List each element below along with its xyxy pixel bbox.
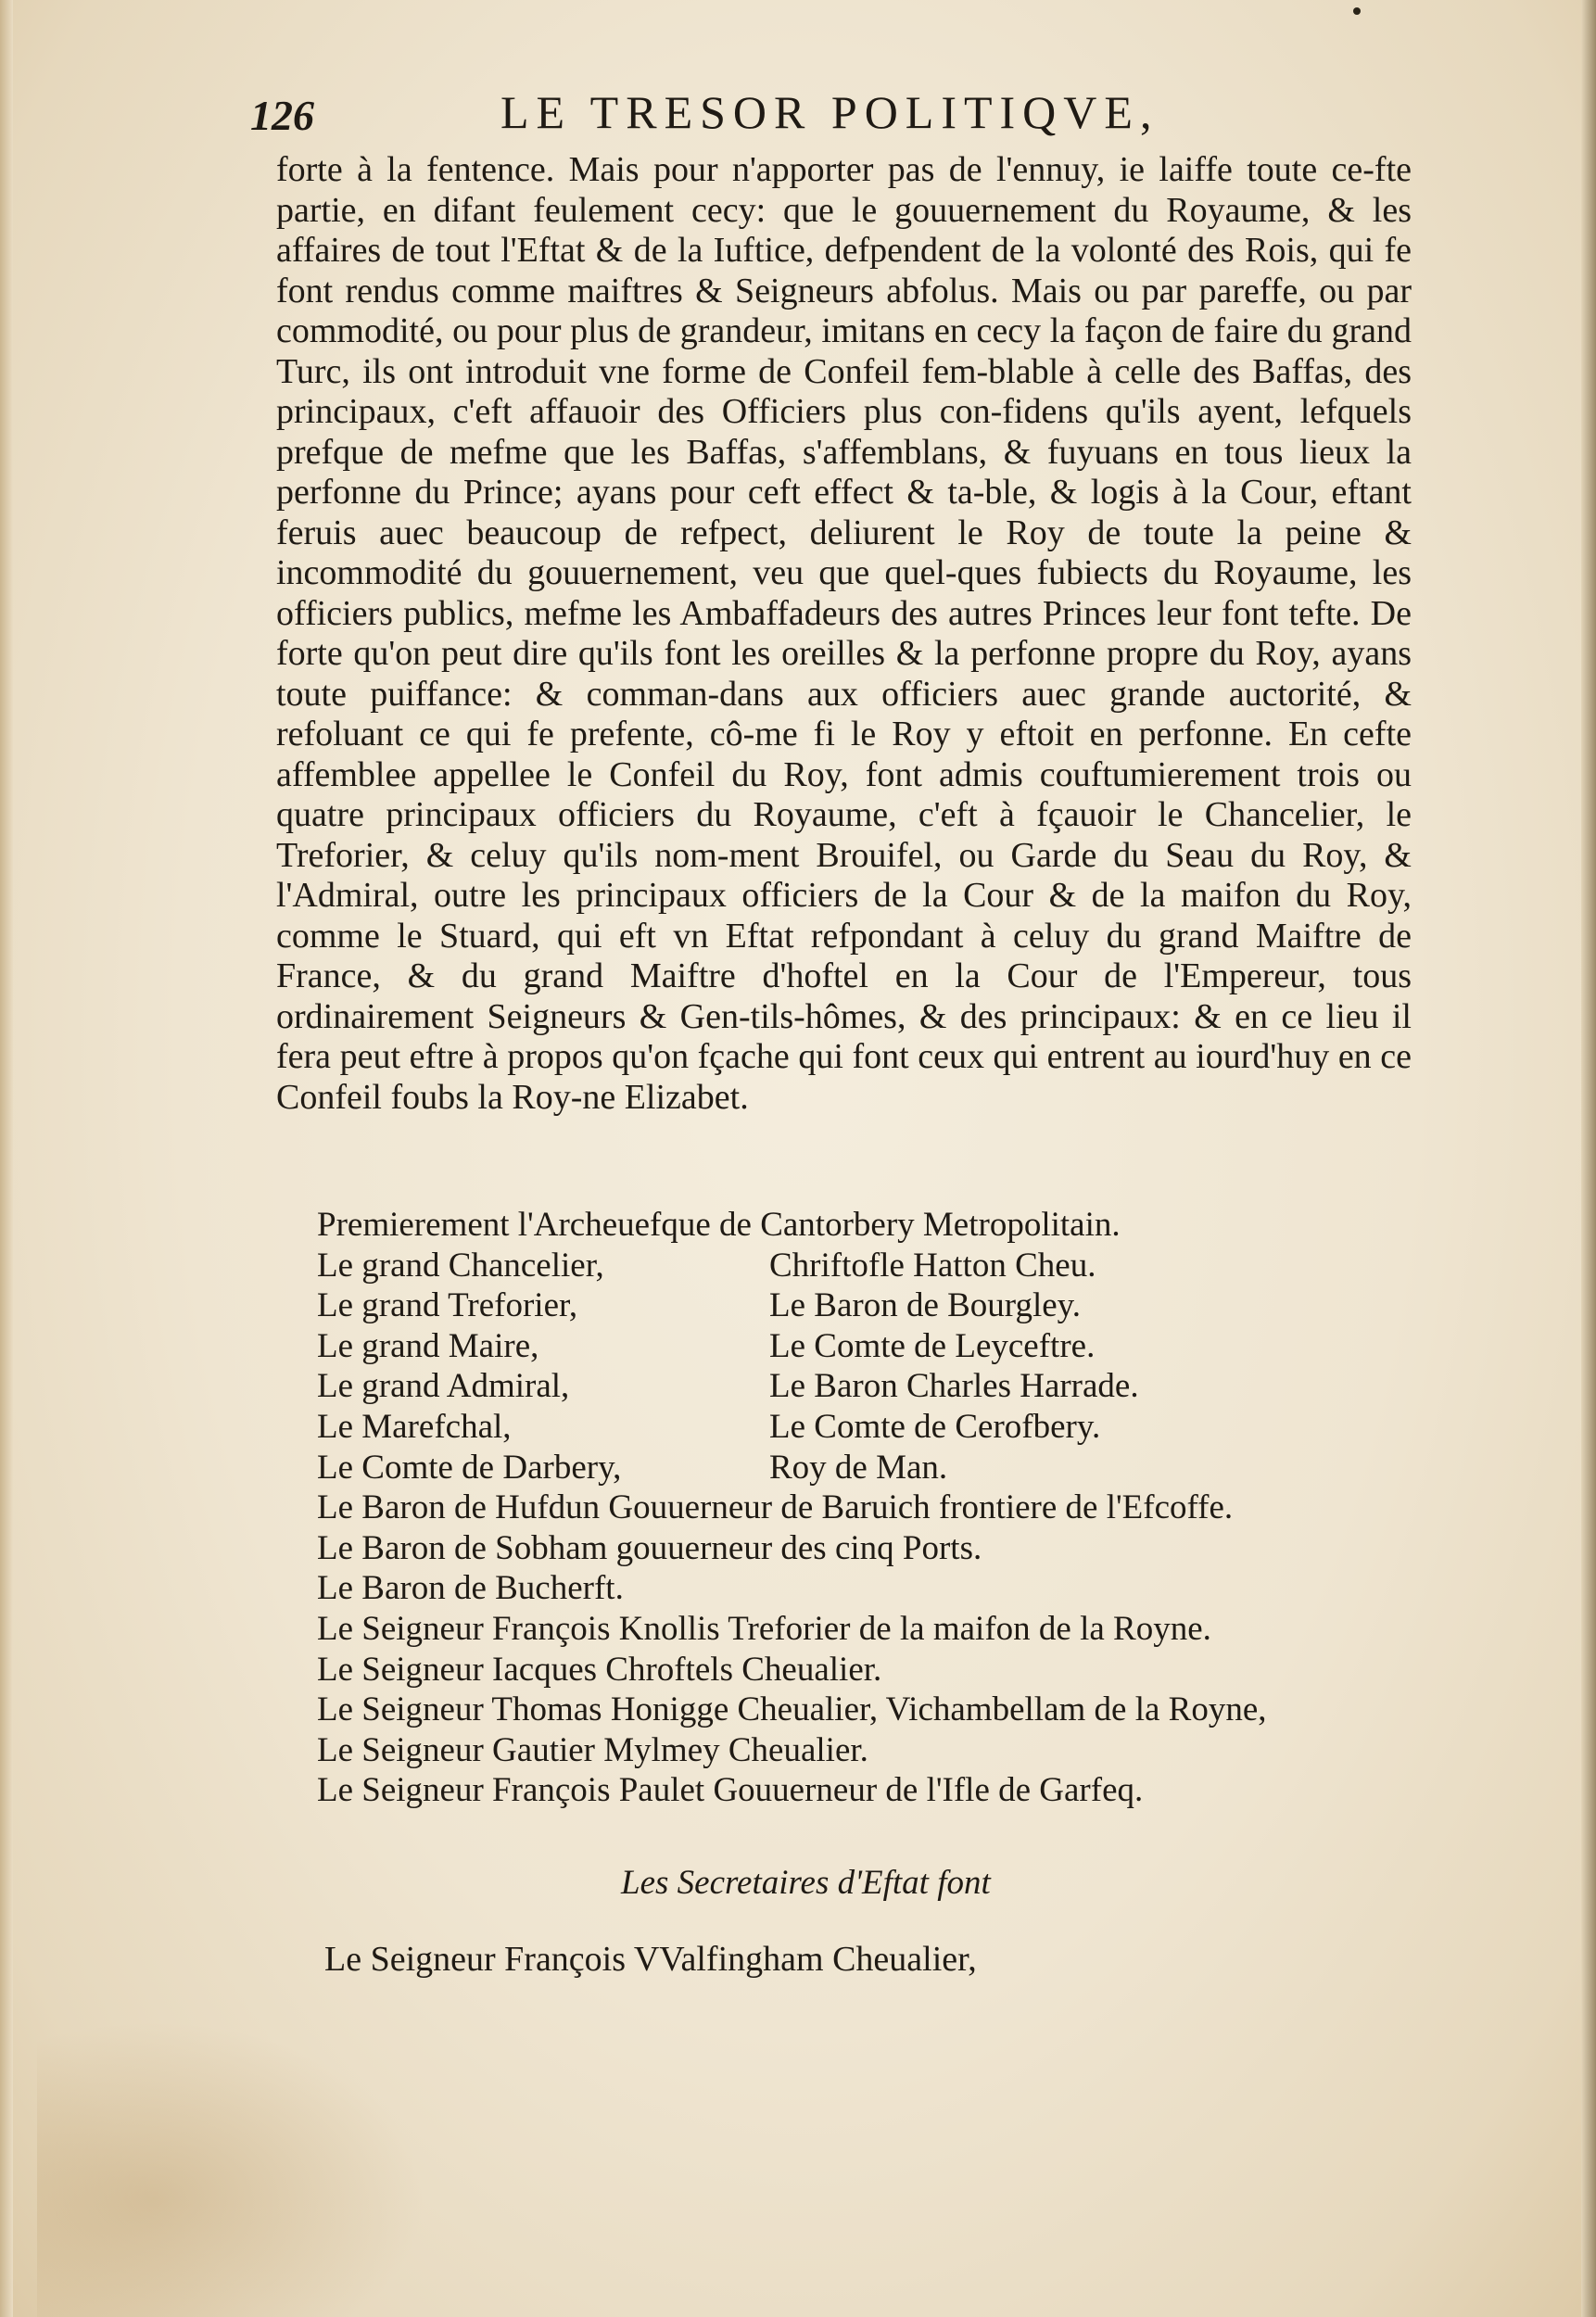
- office-title: Le grand Admiral,: [317, 1367, 570, 1406]
- office-row: [317, 1246, 1429, 1286]
- council-first-entry: Premierement l'Archeuefque de Cantorbery Metropolitain.: [317, 1206, 1121, 1244]
- council-member: Le Seigneur Iacques Chroftels Cheualier.: [317, 1650, 882, 1689]
- office-holder: Chriftofle Hatton Cheu.: [769, 1246, 1096, 1285]
- page-number: 126: [250, 92, 314, 139]
- council-member: Le Seigneur François Knollis Treforier de la maifon de la Royne.: [317, 1609, 1211, 1648]
- office-row: [317, 1448, 1429, 1488]
- office-title: Le Marefchal,: [317, 1407, 512, 1446]
- paper-stain: [37, 2020, 426, 2317]
- council-member: Le Baron de Hufdun Gouuerneur de Baruich frontiere de l'Efcoffe.: [317, 1488, 1234, 1527]
- page-right-edge: [1581, 0, 1596, 2317]
- office-row: [317, 1366, 1429, 1407]
- office-holder: Le Comte de Leyceftre.: [769, 1326, 1096, 1365]
- office-title: Le grand Chancelier,: [317, 1246, 604, 1285]
- office-row: [317, 1407, 1429, 1448]
- council-list: [317, 1205, 1429, 1811]
- office-holder: Le Comte de Cerofbery.: [769, 1407, 1101, 1446]
- page-left-edge: [0, 0, 13, 2317]
- office-holder: Le Baron de Bourgley.: [769, 1286, 1081, 1325]
- office-holder: Roy de Man.: [769, 1448, 948, 1487]
- council-member: Le Seigneur François Paulet Gouuerneur de l'Ifle de Garfeq.: [317, 1771, 1144, 1810]
- council-member: Le Seigneur Thomas Honigge Cheualier, Vichambellam de la Royne,: [317, 1690, 1267, 1729]
- council-member: Le Baron de Bucherft.: [317, 1569, 624, 1608]
- office-row: [317, 1285, 1429, 1326]
- council-member: Le Seigneur Gautier Mylmey Cheualier.: [317, 1730, 868, 1769]
- office-holder: Le Baron Charles Harrade.: [769, 1367, 1139, 1406]
- office-title: Le Comte de Darbery,: [317, 1448, 622, 1487]
- body-paragraph: forte à la fentence. Mais pour n'apporter pas de l'ennuy, ie laiffe toute ce-fte partie, en difant feulement cecy: que le gouuernement du Royaume, & les affaires de tout l'Eftat & de la Iuftice, defpendent de la volonté des Rois, qui fe font rendus comme maiftres & Seigneurs abfolus. Mais ou par pareffe, ou par commodité, ou pour plus de grandeur, imitans en cecy la façon de faire du grand Turc, ils ont introduit vne forme de Confeil fem-blable à celle des Baffas, des principaux, c'eft affauoir des Officiers plus con-fidens qu'ils ayent, lefquels prefque de mefme que les Baffas, s'affemblans, & fuyuans en tous lieux la perfonne du Prince; ayans pour ceft effect & ta-ble, & logis à la Cour, eftant feruis auec beaucoup de refpect, deliurent le Roy de toute la peine & incommodité du gouuernement, veu que quel-ques fubiects du Royaume, les officiers publics, mefme les Ambaffadeurs des autres Princes leur font tefte. De forte qu'on peut dire qu'ils font les oreilles & la perfonne propre du Roy, ayans toute puiffance: & comman-dans aux officiers auec grande auctorité, & refoluant ce qui fe prefente, cô-me fi le Roy y eftoit en perfonne. En cefte affemblee appellee le Confeil du Roy, font admis couftumierement trois ou quatre principaux officiers du Royaume, c'eft à fçauoir le Chancelier, le Treforier, & celuy qu'ils nom-ment Brouifel, ou Garde du Seau du Roy, & l'Admiral, outre les principaux officiers de la Cour & de la maifon du Roy, comme le Stuard, qui eft vn Eftat refpondant à celuy du grand Maiftre de France, & du grand Maiftre d'hoftel en la Cour de l'Empereur, tous ordinairement Seigneurs & Gen-tils-hômes, & des principaux: & en ce lieu il fera peut eftre à propos qu'on fçache qui font ceux qui entrent au iourd'huy en ce Confeil foubs la Roy-ne Elizabet.: [276, 150, 1412, 1117]
- office-title: Le grand Maire,: [317, 1326, 539, 1365]
- office-title: Le grand Treforier,: [317, 1286, 578, 1325]
- page-header: [0, 82, 1596, 137]
- ink-speck: [1353, 7, 1361, 15]
- council-member: Le Baron de Sobham gouuerneur des cinq Ports.: [317, 1528, 982, 1567]
- office-row: [317, 1326, 1429, 1367]
- secretary-entry: Le Seigneur François VValfingham Cheualier,: [324, 1940, 977, 1979]
- secretaries-heading: Les Secretaires d'Eftat font: [621, 1864, 991, 1902]
- running-title: LE TRESOR POLITIQVE,: [500, 86, 1159, 138]
